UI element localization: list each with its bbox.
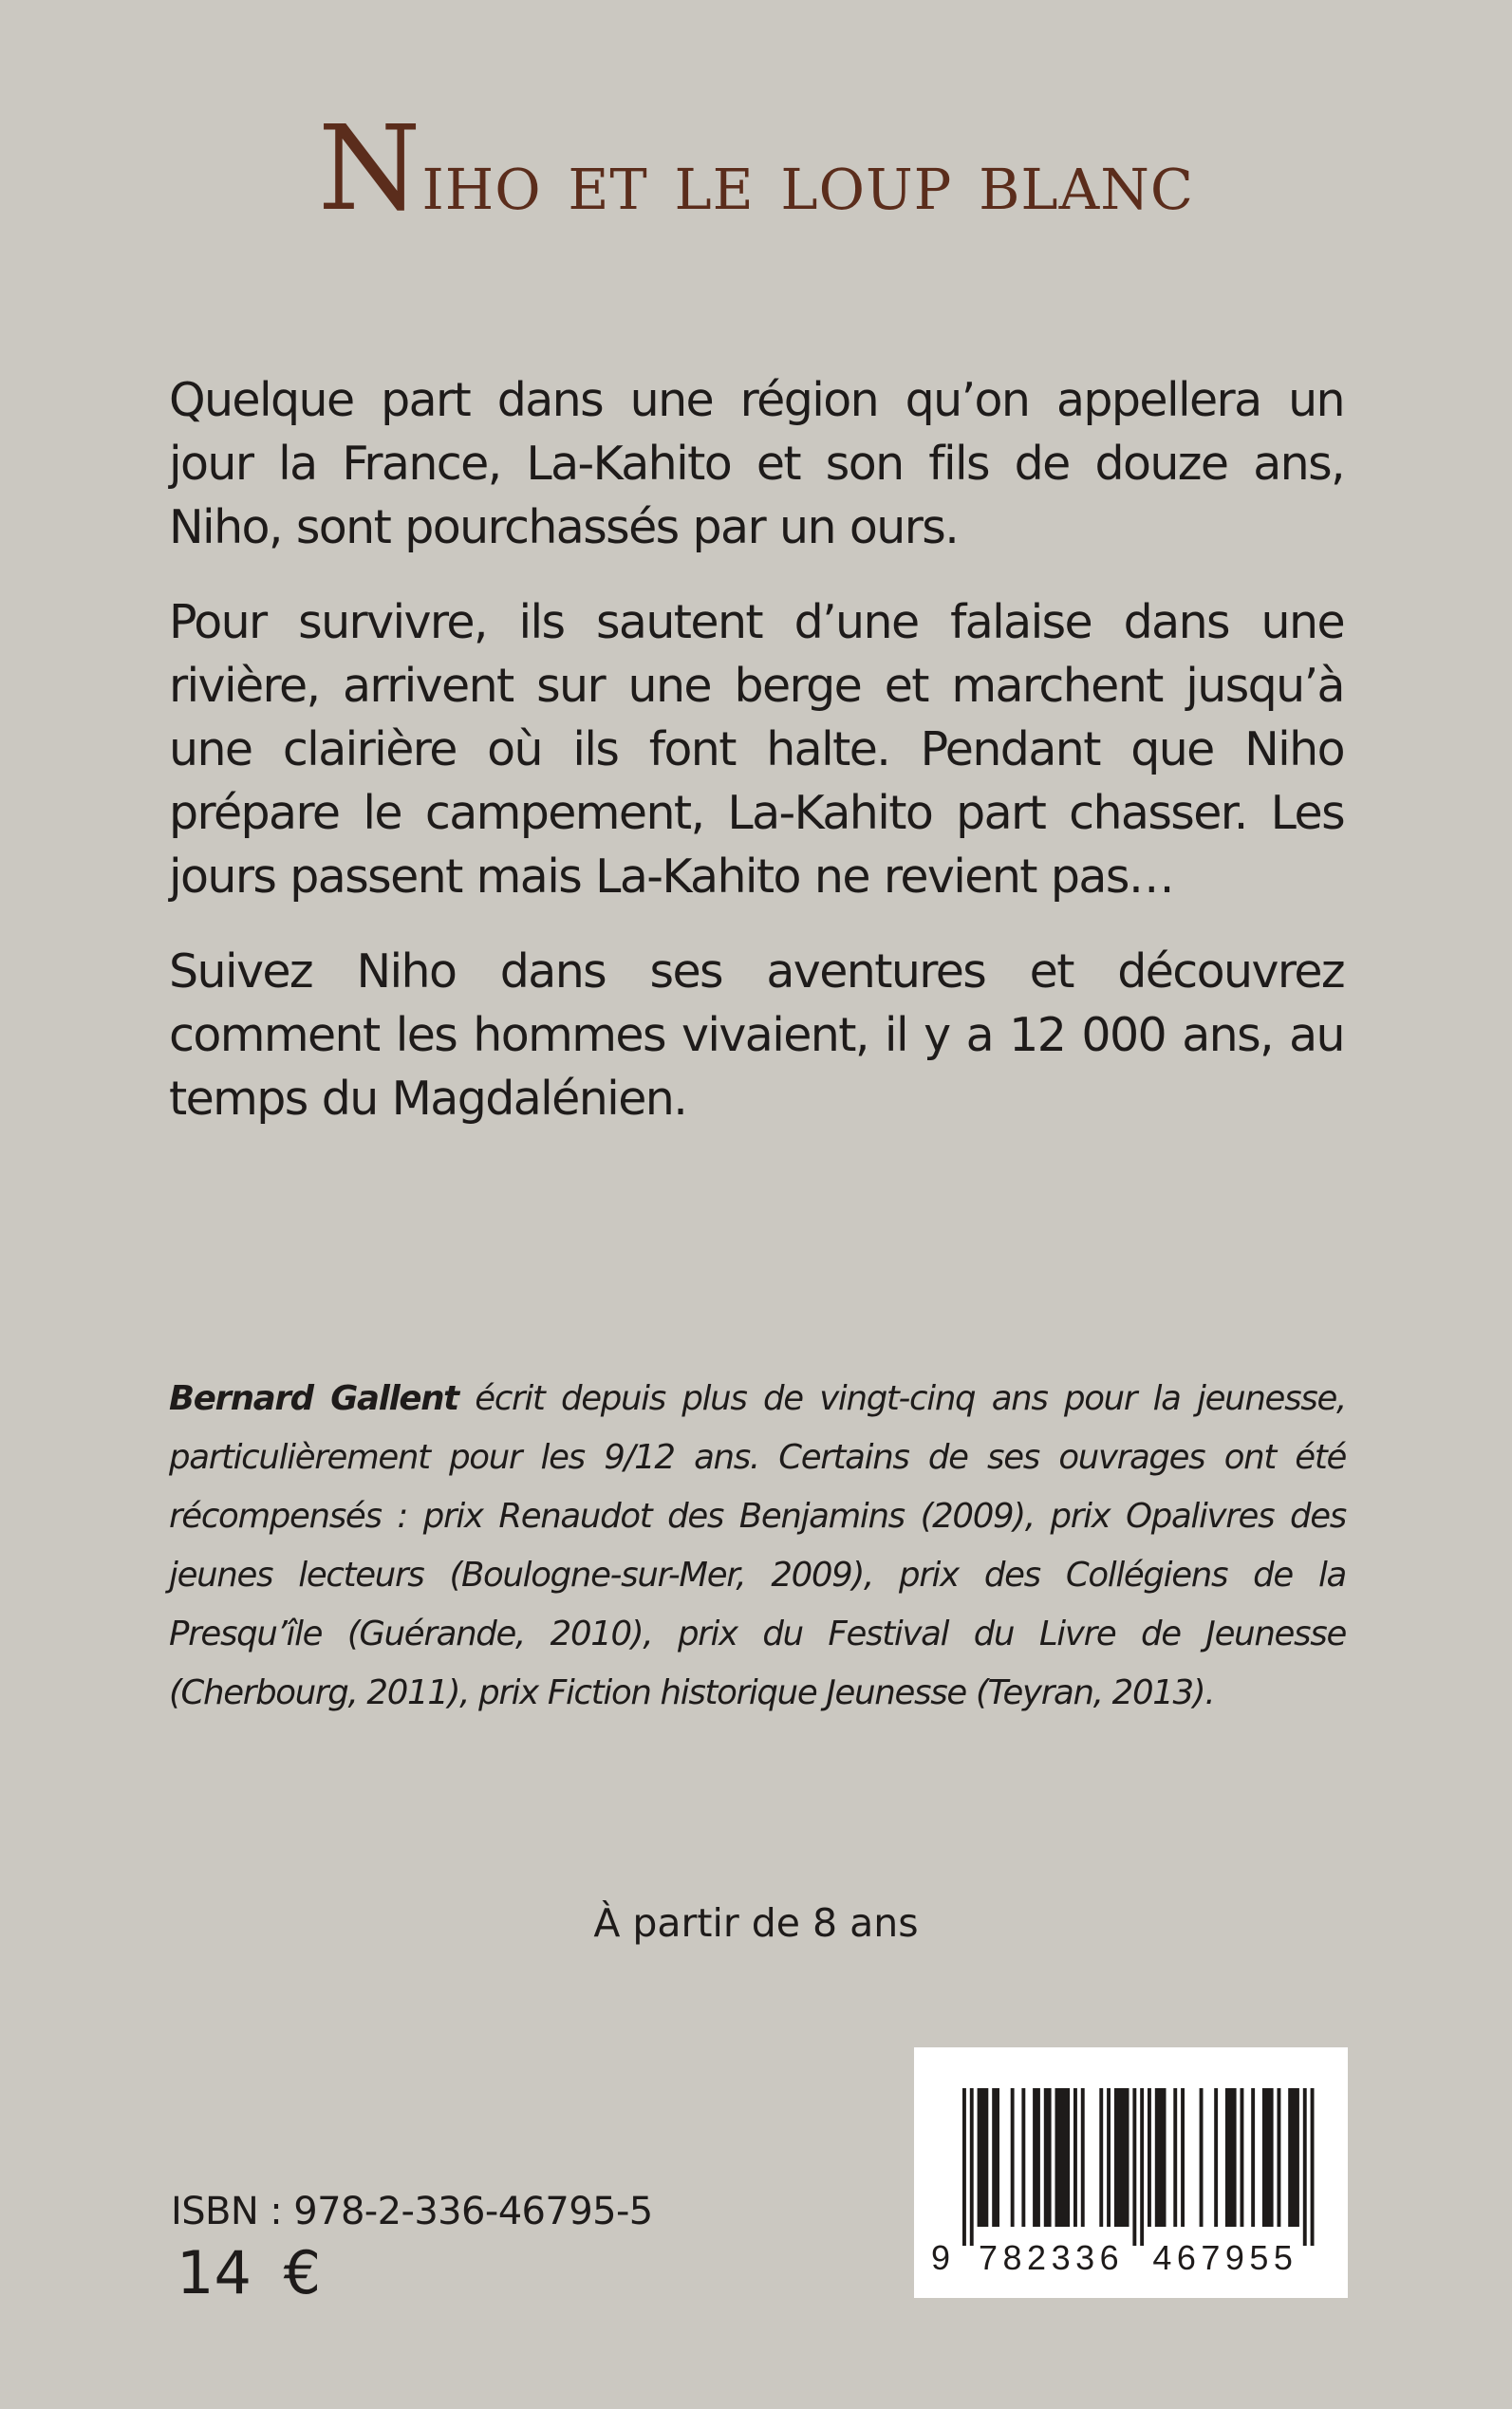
svg-text:782336: 782336: [979, 2238, 1125, 2277]
barcode-icon: [914, 2047, 1348, 2298]
synopsis-paragraph-2: Pour survivre, ils sautent d’une falaise dans une rivière, arrivent sur une berge et marchent jusqu’à une clairière où ils font halte. Pendant que Niho prépare le campement, La-Kahito part chasser. Les jours passent mais La-Kahito ne revient pas…: [169, 595, 1344, 904]
age-range: À partir de 8 ans: [593, 1900, 919, 1946]
author-bio-text: écrit depuis plus de vingt-cinq ans pour la jeunesse, particulièrement pour les 9/12 ans. Certains de ses ouvrages ont été récompensés : prix Renaudot des Benjamins (2009), prix Opalivres des jeunes lecteurs (Boulogne-sur-Mer, 2009), prix des Collégiens de la Presqu’île (Guérande, 2010), prix du Festival du Livre de Jeunesse (Cherbourg, 2011), prix Fiction historique Jeunesse (Teyran, 2013).: [169, 1379, 1346, 1712]
synopsis-paragraph-1: Quelque part dans une région qu’on appellera un jour la France, La-Kahito et son fils de douze ans, Niho, sont pourchassés par un ours.: [169, 373, 1344, 554]
title-rest: iho et le loup blanc: [421, 135, 1194, 228]
svg-text:467955: 467955: [1152, 2238, 1298, 2277]
svg-text:9: 9: [931, 2238, 956, 2277]
isbn: ISBN : 978-2-336-46795-5: [171, 2190, 653, 2233]
synopsis: [169, 368, 1344, 1162]
book-title: [0, 101, 1512, 238]
barcode: [914, 2047, 1348, 2298]
price: 14 €: [177, 2238, 322, 2307]
author-bio: [169, 1370, 1346, 1723]
title-initial: N: [318, 101, 422, 237]
author-name: Bernard Gallent: [169, 1379, 458, 1418]
synopsis-paragraph-3: Suivez Niho dans ses aventures et découvrez comment les hommes vivaient, il y a 12 000 ans, au temps du Magdalénien.: [169, 944, 1344, 1126]
author-bio-paragraph: [169, 1370, 1346, 1723]
